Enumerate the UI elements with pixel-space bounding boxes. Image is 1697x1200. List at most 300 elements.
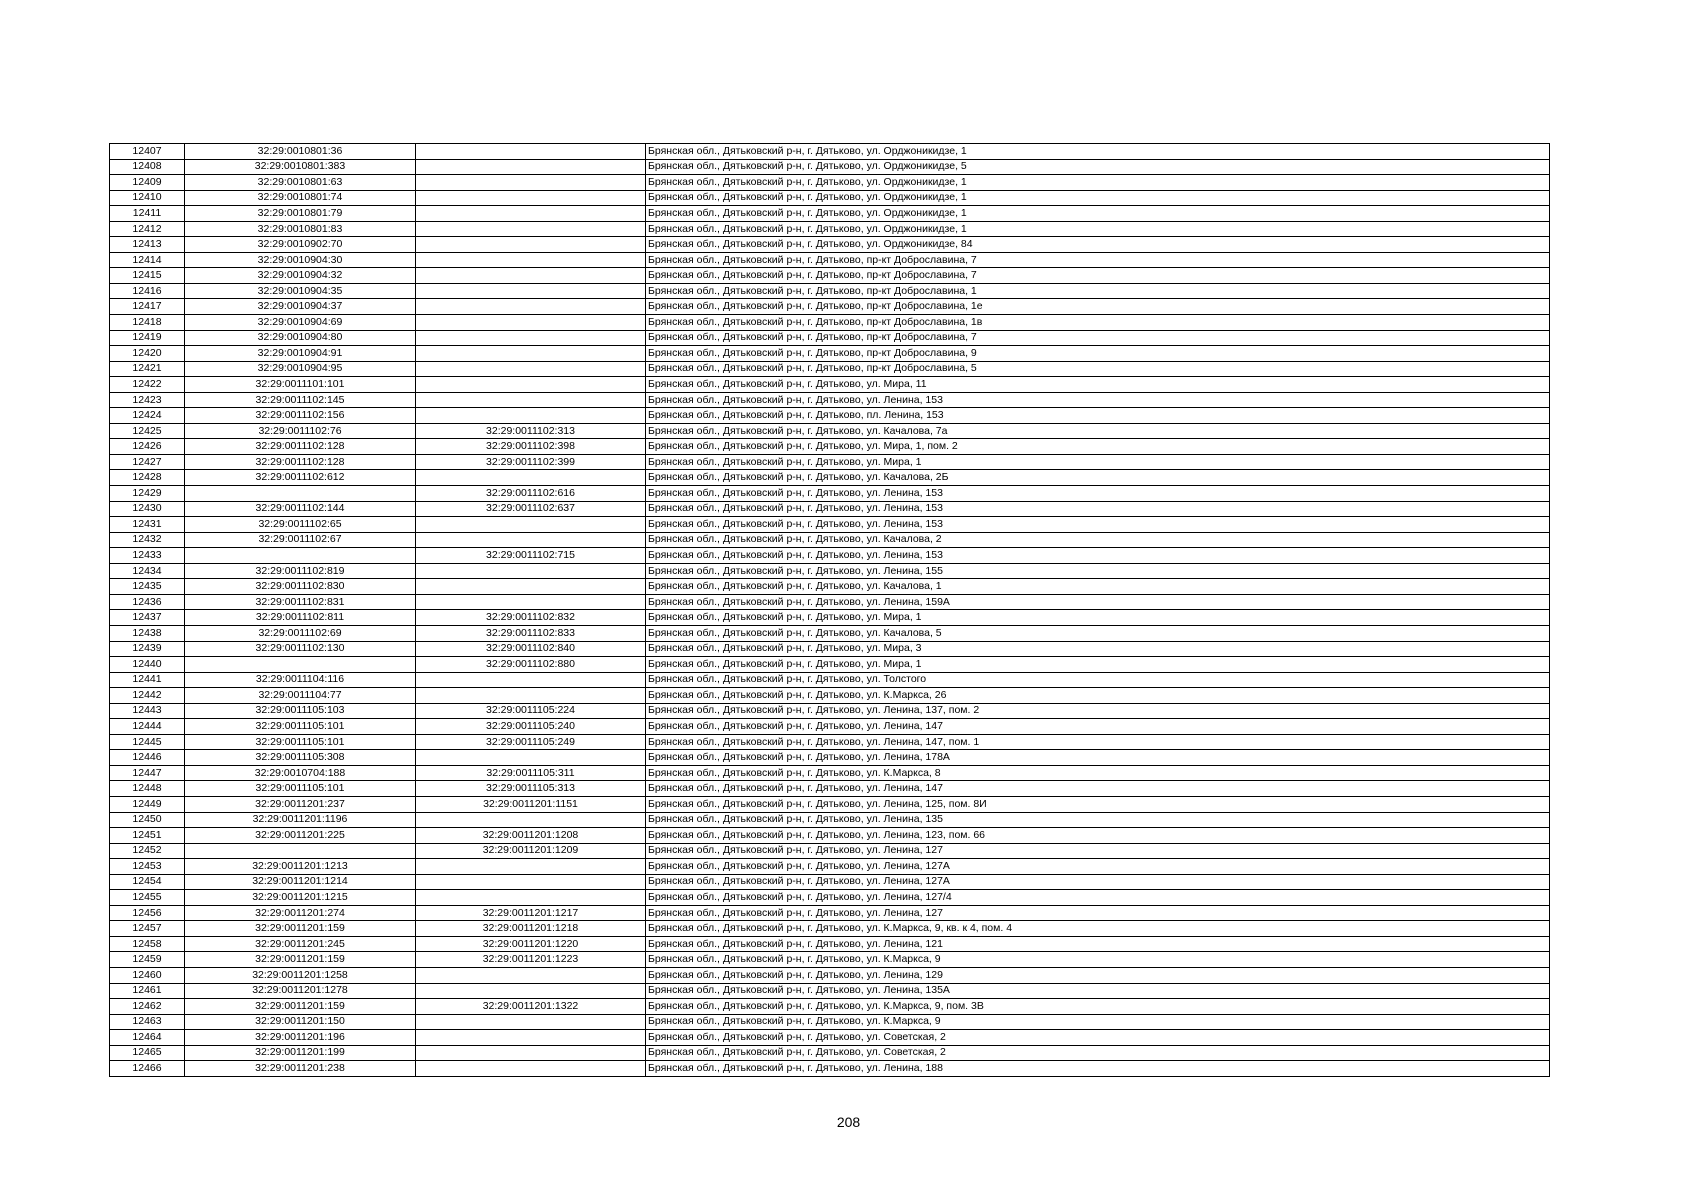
table-row <box>110 486 1550 502</box>
table-row <box>110 252 1550 268</box>
row-number-cell: 12422 <box>110 377 185 393</box>
cadastral-number-cell: 32:29:0011104:77 <box>185 688 416 704</box>
cadastral-number-cell <box>185 486 416 502</box>
row-number-cell: 12429 <box>110 486 185 502</box>
table-row <box>110 890 1550 906</box>
related-cadastral-number-cell: 32:29:0011102:313 <box>416 423 646 439</box>
cadastral-number-cell: 32:29:0010904:80 <box>185 330 416 346</box>
related-cadastral-number-cell: 32:29:0011105:311 <box>416 765 646 781</box>
address-cell: Брянская обл., Дятьковский р-н, г. Дятьково, ул. Мира, 1 <box>646 657 1550 673</box>
table-row <box>110 703 1550 719</box>
cadastral-number-cell: 32:29:0011102:144 <box>185 501 416 517</box>
row-number-cell: 12451 <box>110 828 185 844</box>
row-number-cell: 12452 <box>110 843 185 859</box>
address-cell: Брянская обл., Дятьковский р-н, г. Дятьково, ул. Ленина, 155 <box>646 563 1550 579</box>
cadastral-number-cell: 32:29:0011201:1214 <box>185 874 416 890</box>
related-cadastral-number-cell <box>416 392 646 408</box>
row-number-cell: 12431 <box>110 517 185 533</box>
address-cell: Брянская обл., Дятьковский р-н, г. Дятьково, ул. Ленина, 147, пом. 1 <box>646 734 1550 750</box>
related-cadastral-number-cell <box>416 967 646 983</box>
related-cadastral-number-cell: 32:29:0011105:224 <box>416 703 646 719</box>
row-number-cell: 12430 <box>110 501 185 517</box>
row-number-cell: 12428 <box>110 470 185 486</box>
address-cell: Брянская обл., Дятьковский р-н, г. Дятьково, ул. К.Маркса, 9 <box>646 1014 1550 1030</box>
related-cadastral-number-cell <box>416 361 646 377</box>
row-number-cell: 12416 <box>110 283 185 299</box>
table-row <box>110 579 1550 595</box>
cadastral-number-cell: 32:29:0010801:83 <box>185 221 416 237</box>
address-cell: Брянская обл., Дятьковский р-н, г. Дятьково, ул. Ленина, 123, пом. 66 <box>646 828 1550 844</box>
table-row <box>110 828 1550 844</box>
address-cell: Брянская обл., Дятьковский р-н, г. Дятьково, ул. Качалова, 2 <box>646 532 1550 548</box>
address-cell: Брянская обл., Дятьковский р-н, г. Дятьково, ул. Мира, 1, пом. 2 <box>646 439 1550 455</box>
table-row <box>110 330 1550 346</box>
related-cadastral-number-cell: 32:29:0011102:637 <box>416 501 646 517</box>
row-number-cell: 12449 <box>110 796 185 812</box>
row-number-cell: 12417 <box>110 299 185 315</box>
row-number-cell: 12411 <box>110 206 185 222</box>
cadastral-number-cell: 32:29:0010801:74 <box>185 190 416 206</box>
table-row <box>110 796 1550 812</box>
address-cell: Брянская обл., Дятьковский р-н, г. Дятьково, ул. Ленина, 127/4 <box>646 890 1550 906</box>
related-cadastral-number-cell <box>416 252 646 268</box>
row-number-cell: 12447 <box>110 765 185 781</box>
address-cell: Брянская обл., Дятьковский р-н, г. Дятьково, ул. Орджоникидзе, 1 <box>646 221 1550 237</box>
row-number-cell: 12462 <box>110 999 185 1015</box>
row-number-cell: 12436 <box>110 594 185 610</box>
table-row <box>110 408 1550 424</box>
row-number-cell: 12448 <box>110 781 185 797</box>
address-cell: Брянская обл., Дятьковский р-н, г. Дятьково, ул. Ленина, 121 <box>646 936 1550 952</box>
related-cadastral-number-cell <box>416 874 646 890</box>
related-cadastral-number-cell <box>416 517 646 533</box>
table-row <box>110 874 1550 890</box>
address-cell: Брянская обл., Дятьковский р-н, г. Дятьково, ул. Ленина, 127 <box>646 843 1550 859</box>
table-row <box>110 563 1550 579</box>
row-number-cell: 12414 <box>110 252 185 268</box>
row-number-cell: 12439 <box>110 641 185 657</box>
table-row <box>110 361 1550 377</box>
table-row <box>110 470 1550 486</box>
row-number-cell: 12459 <box>110 952 185 968</box>
table-row <box>110 517 1550 533</box>
cadastral-number-cell: 32:29:0011201:159 <box>185 952 416 968</box>
table-row <box>110 377 1550 393</box>
table-row <box>110 392 1550 408</box>
address-cell: Брянская обл., Дятьковский р-н, г. Дятьково, ул. Ленина, 178А <box>646 750 1550 766</box>
page-number: 208 <box>836 1114 861 1130</box>
table-row <box>110 346 1550 362</box>
cadastral-number-cell: 32:29:0011102:76 <box>185 423 416 439</box>
address-cell: Брянская обл., Дятьковский р-н, г. Дятьково, ул. Ленина, 129 <box>646 967 1550 983</box>
cadastral-number-cell: 32:29:0011102:612 <box>185 470 416 486</box>
row-number-cell: 12438 <box>110 625 185 641</box>
cadastral-number-cell <box>185 657 416 673</box>
cadastral-number-cell: 32:29:0010904:30 <box>185 252 416 268</box>
table-row <box>110 454 1550 470</box>
table-row <box>110 594 1550 610</box>
cadastral-number-cell: 32:29:0011201:237 <box>185 796 416 812</box>
table-row <box>110 843 1550 859</box>
cadastral-number-cell: 32:29:0011102:128 <box>185 439 416 455</box>
cadastral-number-cell: 32:29:0011201:150 <box>185 1014 416 1030</box>
table-row <box>110 206 1550 222</box>
cadastral-number-cell: 32:29:0011201:238 <box>185 1061 416 1077</box>
table-row <box>110 657 1550 673</box>
related-cadastral-number-cell <box>416 408 646 424</box>
table-row <box>110 625 1550 641</box>
address-cell: Брянская обл., Дятьковский р-н, г. Дятьково, ул. Орджоникидзе, 5 <box>646 159 1550 175</box>
row-number-cell: 12457 <box>110 921 185 937</box>
related-cadastral-number-cell <box>416 1045 646 1061</box>
table-row <box>110 159 1550 175</box>
address-cell: Брянская обл., Дятьковский р-н, г. Дятьково, ул. Орджоникидзе, 1 <box>646 190 1550 206</box>
table-row <box>110 175 1550 191</box>
row-number-cell: 12444 <box>110 719 185 735</box>
cadastral-number-cell: 32:29:0010902:70 <box>185 237 416 253</box>
row-number-cell: 12407 <box>110 144 185 160</box>
row-number-cell: 12460 <box>110 967 185 983</box>
related-cadastral-number-cell <box>416 159 646 175</box>
address-cell: Брянская обл., Дятьковский р-н, г. Дятьково, пр-кт Доброславина, 5 <box>646 361 1550 377</box>
cadastral-number-cell: 32:29:0011201:225 <box>185 828 416 844</box>
cadastral-number-cell: 32:29:0011105:308 <box>185 750 416 766</box>
row-number-cell: 12440 <box>110 657 185 673</box>
address-cell: Брянская обл., Дятьковский р-н, г. Дятьково, ул. Советская, 2 <box>646 1030 1550 1046</box>
cadastral-number-cell: 32:29:0011102:811 <box>185 610 416 626</box>
table-row <box>110 781 1550 797</box>
row-number-cell: 12427 <box>110 454 185 470</box>
address-cell: Брянская обл., Дятьковский р-н, г. Дятьково, ул. Толстого <box>646 672 1550 688</box>
related-cadastral-number-cell <box>416 890 646 906</box>
address-cell: Брянская обл., Дятьковский р-н, г. Дятьково, ул. К.Маркса, 9, кв. к 4, пом. 4 <box>646 921 1550 937</box>
address-cell: Брянская обл., Дятьковский р-н, г. Дятьково, ул. Ленина, 137, пом. 2 <box>646 703 1550 719</box>
cadastral-number-cell: 32:29:0011102:128 <box>185 454 416 470</box>
address-cell: Брянская обл., Дятьковский р-н, г. Дятьково, пр-кт Доброславина, 1в <box>646 315 1550 331</box>
table-row <box>110 1014 1550 1030</box>
related-cadastral-number-cell: 32:29:0011105:249 <box>416 734 646 750</box>
row-number-cell: 12450 <box>110 812 185 828</box>
related-cadastral-number-cell <box>416 812 646 828</box>
cadastral-number-cell: 32:29:0011101:101 <box>185 377 416 393</box>
related-cadastral-number-cell <box>416 750 646 766</box>
address-cell: Брянская обл., Дятьковский р-н, г. Дятьково, ул. Качалова, 2Б <box>646 470 1550 486</box>
table-row <box>110 859 1550 875</box>
related-cadastral-number-cell: 32:29:0011201:1217 <box>416 905 646 921</box>
address-cell: Брянская обл., Дятьковский р-н, г. Дятьково, ул. Ленина, 127 <box>646 905 1550 921</box>
cadastral-number-cell: 32:29:0010801:79 <box>185 206 416 222</box>
row-number-cell: 12466 <box>110 1061 185 1077</box>
address-cell: Брянская обл., Дятьковский р-н, г. Дятьково, ул. Ленина, 127А <box>646 859 1550 875</box>
address-cell: Брянская обл., Дятьковский р-н, г. Дятьково, ул. Ленина, 153 <box>646 392 1550 408</box>
row-number-cell: 12453 <box>110 859 185 875</box>
table-row <box>110 905 1550 921</box>
related-cadastral-number-cell: 32:29:0011201:1220 <box>416 936 646 952</box>
cadastral-number-cell: 32:29:0011201:1258 <box>185 967 416 983</box>
related-cadastral-number-cell <box>416 1061 646 1077</box>
address-cell: Брянская обл., Дятьковский р-н, г. Дятьково, ул. Мира, 1 <box>646 610 1550 626</box>
row-number-cell: 12426 <box>110 439 185 455</box>
table-row <box>110 532 1550 548</box>
related-cadastral-number-cell: 32:29:0011201:1322 <box>416 999 646 1015</box>
table-row <box>110 610 1550 626</box>
table-row <box>110 750 1550 766</box>
related-cadastral-number-cell: 32:29:0011102:840 <box>416 641 646 657</box>
row-number-cell: 12418 <box>110 315 185 331</box>
table-row <box>110 1045 1550 1061</box>
row-number-cell: 12465 <box>110 1045 185 1061</box>
row-number-cell: 12408 <box>110 159 185 175</box>
related-cadastral-number-cell: 32:29:0011102:715 <box>416 548 646 564</box>
address-cell: Брянская обл., Дятьковский р-н, г. Дятьково, ул. Советская, 2 <box>646 1045 1550 1061</box>
table-row <box>110 983 1550 999</box>
address-cell: Брянская обл., Дятьковский р-н, г. Дятьково, пр-кт Доброславина, 7 <box>646 268 1550 284</box>
address-cell: Брянская обл., Дятьковский р-н, г. Дятьково, ул. К.Маркса, 8 <box>646 765 1550 781</box>
related-cadastral-number-cell <box>416 283 646 299</box>
cadastral-number-cell: 32:29:0010801:383 <box>185 159 416 175</box>
table-row <box>110 936 1550 952</box>
address-cell: Брянская обл., Дятьковский р-н, г. Дятьково, ул. Ленина, 188 <box>646 1061 1550 1077</box>
cadastral-number-cell: 32:29:0011102:156 <box>185 408 416 424</box>
related-cadastral-number-cell: 32:29:0011201:1208 <box>416 828 646 844</box>
address-cell: Брянская обл., Дятьковский р-н, г. Дятьково, ул. К.Маркса, 9 <box>646 952 1550 968</box>
address-cell: Брянская обл., Дятьковский р-н, г. Дятьково, ул. Орджоникидзе, 1 <box>646 206 1550 222</box>
row-number-cell: 12464 <box>110 1030 185 1046</box>
row-number-cell: 12412 <box>110 221 185 237</box>
table-row <box>110 299 1550 315</box>
related-cadastral-number-cell <box>416 377 646 393</box>
related-cadastral-number-cell <box>416 563 646 579</box>
related-cadastral-number-cell: 32:29:0011102:880 <box>416 657 646 673</box>
cadastral-number-cell: 32:29:0011201:196 <box>185 1030 416 1046</box>
table-row <box>110 144 1550 160</box>
table-row <box>110 921 1550 937</box>
table-row <box>110 952 1550 968</box>
table-row <box>110 765 1550 781</box>
table-row <box>110 190 1550 206</box>
cadastral-number-cell: 32:29:0011201:245 <box>185 936 416 952</box>
cadastral-number-cell: 32:29:0010904:32 <box>185 268 416 284</box>
address-cell: Брянская обл., Дятьковский р-н, г. Дятьково, ул. Ленина, 135А <box>646 983 1550 999</box>
related-cadastral-number-cell <box>416 144 646 160</box>
related-cadastral-number-cell <box>416 330 646 346</box>
row-number-cell: 12445 <box>110 734 185 750</box>
address-cell: Брянская обл., Дятьковский р-н, г. Дятьково, ул. Качалова, 1 <box>646 579 1550 595</box>
row-number-cell: 12442 <box>110 688 185 704</box>
related-cadastral-number-cell <box>416 221 646 237</box>
related-cadastral-number-cell <box>416 237 646 253</box>
related-cadastral-number-cell: 32:29:0011201:1218 <box>416 921 646 937</box>
cadastral-number-cell: 32:29:0011201:199 <box>185 1045 416 1061</box>
cadastral-number-cell: 32:29:0011105:101 <box>185 719 416 735</box>
related-cadastral-number-cell <box>416 299 646 315</box>
related-cadastral-number-cell: 32:29:0011102:398 <box>416 439 646 455</box>
cadastral-number-cell: 32:29:0011102:69 <box>185 625 416 641</box>
table-row <box>110 967 1550 983</box>
cadastral-number-cell: 32:29:0010801:63 <box>185 175 416 191</box>
cadastral-number-cell: 32:29:0011102:819 <box>185 563 416 579</box>
address-cell: Брянская обл., Дятьковский р-н, г. Дятьково, ул. Ленина, 147 <box>646 781 1550 797</box>
row-number-cell: 12410 <box>110 190 185 206</box>
cadastral-number-cell: 32:29:0011201:1278 <box>185 983 416 999</box>
registry-table <box>109 143 1550 1077</box>
table-row <box>110 439 1550 455</box>
cadastral-number-cell: 32:29:0011104:116 <box>185 672 416 688</box>
related-cadastral-number-cell: 32:29:0011105:240 <box>416 719 646 735</box>
address-cell: Брянская обл., Дятьковский р-н, г. Дятьково, ул. Ленина, 125, пом. 8И <box>646 796 1550 812</box>
related-cadastral-number-cell <box>416 1030 646 1046</box>
related-cadastral-number-cell: 32:29:0011201:1209 <box>416 843 646 859</box>
table-row <box>110 734 1550 750</box>
address-cell: Брянская обл., Дятьковский р-н, г. Дятьково, ул. Ленина, 153 <box>646 486 1550 502</box>
related-cadastral-number-cell <box>416 346 646 362</box>
table-row <box>110 999 1550 1015</box>
cadastral-number-cell: 32:29:0010801:36 <box>185 144 416 160</box>
related-cadastral-number-cell <box>416 1014 646 1030</box>
related-cadastral-number-cell <box>416 859 646 875</box>
address-cell: Брянская обл., Дятьковский р-н, г. Дятьково, ул. Качалова, 7а <box>646 423 1550 439</box>
table-row <box>110 641 1550 657</box>
cadastral-number-cell: 32:29:0011102:67 <box>185 532 416 548</box>
related-cadastral-number-cell <box>416 983 646 999</box>
address-cell: Брянская обл., Дятьковский р-н, г. Дятьково, ул. Ленина, 153 <box>646 548 1550 564</box>
related-cadastral-number-cell <box>416 470 646 486</box>
address-cell: Брянская обл., Дятьковский р-н, г. Дятьково, ул. Ленина, 127А <box>646 874 1550 890</box>
cadastral-number-cell: 32:29:0010704:188 <box>185 765 416 781</box>
row-number-cell: 12463 <box>110 1014 185 1030</box>
cadastral-number-cell: 32:29:0010904:95 <box>185 361 416 377</box>
address-cell: Брянская обл., Дятьковский р-н, г. Дятьково, ул. Мира, 1 <box>646 454 1550 470</box>
cadastral-number-cell: 32:29:0011201:1215 <box>185 890 416 906</box>
table-row <box>110 283 1550 299</box>
cadastral-number-cell: 32:29:0010904:69 <box>185 315 416 331</box>
cadastral-number-cell: 32:29:0011201:159 <box>185 921 416 937</box>
cadastral-number-cell: 32:29:0011201:159 <box>185 999 416 1015</box>
cadastral-number-cell: 32:29:0011105:101 <box>185 734 416 750</box>
row-number-cell: 12413 <box>110 237 185 253</box>
cadastral-number-cell: 32:29:0011102:831 <box>185 594 416 610</box>
table-row <box>110 268 1550 284</box>
address-cell: Брянская обл., Дятьковский р-н, г. Дятьково, пр-кт Доброславина, 7 <box>646 252 1550 268</box>
cadastral-number-cell: 32:29:0011102:130 <box>185 641 416 657</box>
cadastral-number-cell: 32:29:0010904:91 <box>185 346 416 362</box>
address-cell: Брянская обл., Дятьковский р-н, г. Дятьково, ул. Ленина, 153 <box>646 501 1550 517</box>
cadastral-number-cell: 32:29:0011102:65 <box>185 517 416 533</box>
table-row <box>110 672 1550 688</box>
row-number-cell: 12420 <box>110 346 185 362</box>
address-cell: Брянская обл., Дятьковский р-н, г. Дятьково, пр-кт Доброславина, 1е <box>646 299 1550 315</box>
address-cell: Брянская обл., Дятьковский р-н, г. Дятьково, ул. Ленина, 153 <box>646 517 1550 533</box>
table-row <box>110 237 1550 253</box>
address-cell: Брянская обл., Дятьковский р-н, г. Дятьково, ул. Орджоникидзе, 1 <box>646 144 1550 160</box>
row-number-cell: 12461 <box>110 983 185 999</box>
address-cell: Брянская обл., Дятьковский р-н, г. Дятьково, ул. К.Маркса, 9, пом. 3В <box>646 999 1550 1015</box>
related-cadastral-number-cell <box>416 315 646 331</box>
related-cadastral-number-cell: 32:29:0011102:616 <box>416 486 646 502</box>
row-number-cell: 12435 <box>110 579 185 595</box>
related-cadastral-number-cell <box>416 688 646 704</box>
cadastral-number-cell: 32:29:0010904:37 <box>185 299 416 315</box>
address-cell: Брянская обл., Дятьковский р-н, г. Дятьково, пл. Ленина, 153 <box>646 408 1550 424</box>
table-row <box>110 1061 1550 1077</box>
row-number-cell: 12455 <box>110 890 185 906</box>
table-row <box>110 812 1550 828</box>
related-cadastral-number-cell: 32:29:0011102:833 <box>416 625 646 641</box>
row-number-cell: 12433 <box>110 548 185 564</box>
registry-table-container <box>109 143 1549 1077</box>
table-row <box>110 1030 1550 1046</box>
cadastral-number-cell: 32:29:0011201:1196 <box>185 812 416 828</box>
row-number-cell: 12423 <box>110 392 185 408</box>
related-cadastral-number-cell <box>416 206 646 222</box>
related-cadastral-number-cell <box>416 190 646 206</box>
row-number-cell: 12441 <box>110 672 185 688</box>
cadastral-number-cell: 32:29:0011201:1213 <box>185 859 416 875</box>
cadastral-number-cell: 32:29:0011102:145 <box>185 392 416 408</box>
address-cell: Брянская обл., Дятьковский р-н, г. Дятьково, ул. Ленина, 147 <box>646 719 1550 735</box>
address-cell: Брянская обл., Дятьковский р-н, г. Дятьково, пр-кт Доброславина, 1 <box>646 283 1550 299</box>
table-row <box>110 315 1550 331</box>
row-number-cell: 12456 <box>110 905 185 921</box>
row-number-cell: 12458 <box>110 936 185 952</box>
cadastral-number-cell: 32:29:0011102:830 <box>185 579 416 595</box>
cadastral-number-cell <box>185 548 416 564</box>
related-cadastral-number-cell: 32:29:0011102:399 <box>416 454 646 470</box>
row-number-cell: 12424 <box>110 408 185 424</box>
cadastral-number-cell: 32:29:0011201:274 <box>185 905 416 921</box>
address-cell: Брянская обл., Дятьковский р-н, г. Дятьково, ул. Орджоникидзе, 1 <box>646 175 1550 191</box>
row-number-cell: 12432 <box>110 532 185 548</box>
row-number-cell: 12454 <box>110 874 185 890</box>
address-cell: Брянская обл., Дятьковский р-н, г. Дятьково, пр-кт Доброславина, 7 <box>646 330 1550 346</box>
cadastral-number-cell: 32:29:0011105:103 <box>185 703 416 719</box>
related-cadastral-number-cell <box>416 579 646 595</box>
related-cadastral-number-cell <box>416 268 646 284</box>
row-number-cell: 12434 <box>110 563 185 579</box>
row-number-cell: 12443 <box>110 703 185 719</box>
address-cell: Брянская обл., Дятьковский р-н, г. Дятьково, ул. Ленина, 135 <box>646 812 1550 828</box>
related-cadastral-number-cell: 32:29:0011201:1151 <box>416 796 646 812</box>
row-number-cell: 12409 <box>110 175 185 191</box>
related-cadastral-number-cell <box>416 672 646 688</box>
row-number-cell: 12437 <box>110 610 185 626</box>
table-row <box>110 688 1550 704</box>
address-cell: Брянская обл., Дятьковский р-н, г. Дятьково, ул. Качалова, 5 <box>646 625 1550 641</box>
related-cadastral-number-cell: 32:29:0011201:1223 <box>416 952 646 968</box>
address-cell: Брянская обл., Дятьковский р-н, г. Дятьково, ул. Мира, 11 <box>646 377 1550 393</box>
address-cell: Брянская обл., Дятьковский р-н, г. Дятьково, ул. Ленина, 159А <box>646 594 1550 610</box>
related-cadastral-number-cell <box>416 175 646 191</box>
table-row <box>110 221 1550 237</box>
related-cadastral-number-cell <box>416 532 646 548</box>
related-cadastral-number-cell: 32:29:0011102:832 <box>416 610 646 626</box>
address-cell: Брянская обл., Дятьковский р-н, г. Дятьково, пр-кт Доброславина, 9 <box>646 346 1550 362</box>
related-cadastral-number-cell <box>416 594 646 610</box>
cadastral-number-cell: 32:29:0010904:35 <box>185 283 416 299</box>
address-cell: Брянская обл., Дятьковский р-н, г. Дятьково, ул. Мира, 3 <box>646 641 1550 657</box>
cadastral-number-cell <box>185 843 416 859</box>
table-row <box>110 423 1550 439</box>
table-row <box>110 719 1550 735</box>
row-number-cell: 12446 <box>110 750 185 766</box>
table-row <box>110 548 1550 564</box>
address-cell: Брянская обл., Дятьковский р-н, г. Дятьково, ул. К.Маркса, 26 <box>646 688 1550 704</box>
table-row <box>110 501 1550 517</box>
row-number-cell: 12425 <box>110 423 185 439</box>
address-cell: Брянская обл., Дятьковский р-н, г. Дятьково, ул. Орджоникидзе, 84 <box>646 237 1550 253</box>
row-number-cell: 12419 <box>110 330 185 346</box>
cadastral-number-cell: 32:29:0011105:101 <box>185 781 416 797</box>
